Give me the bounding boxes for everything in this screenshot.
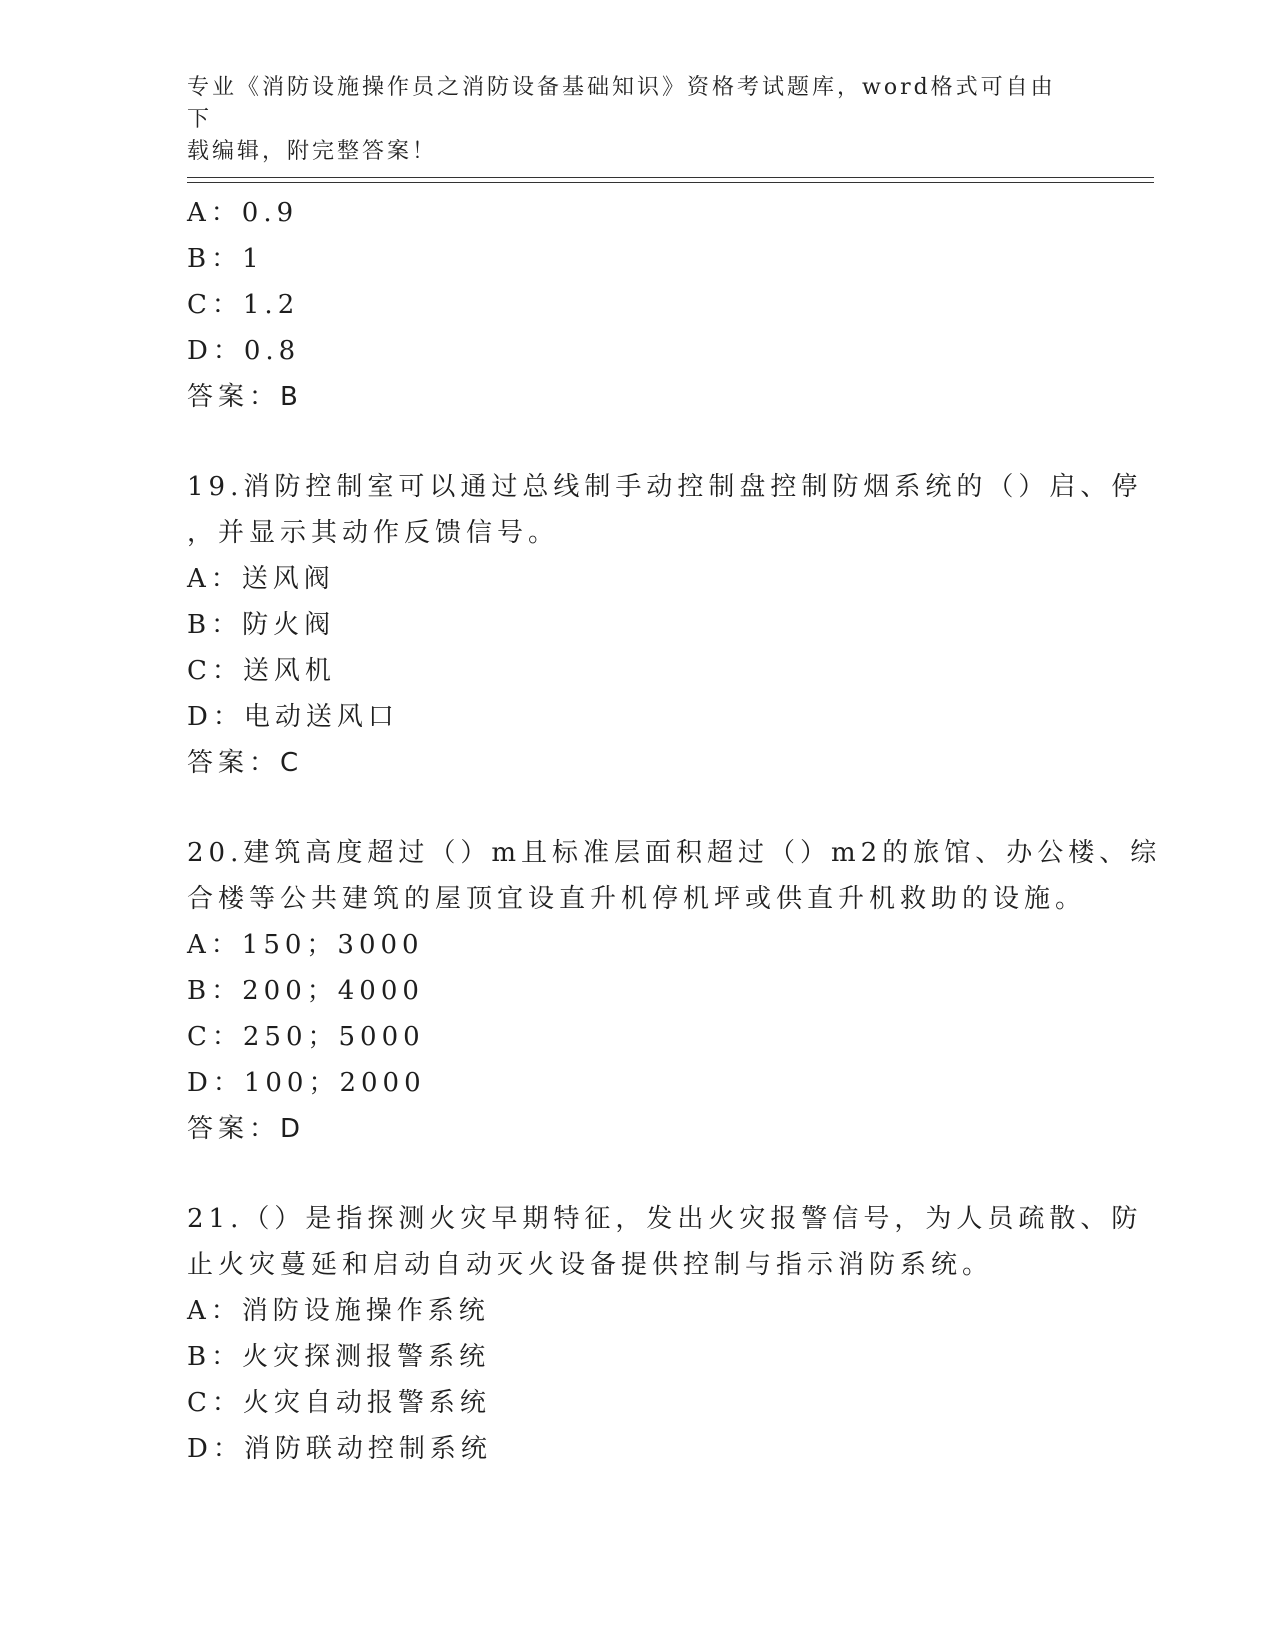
option-d: D：100；2000 [187,1068,426,1098]
document-header [187,72,1067,168]
option-b: B：200；4000 [187,976,424,1006]
option-b: B：1 [187,244,264,274]
option-d: D：电动送风口 [187,702,399,732]
option-b: B：防火阀 [187,610,336,640]
header-line-2: 载编辑，附完整答案！ [187,139,438,164]
answer: 答案：B [187,382,303,412]
question-text-line-2: ，并显示其动作反馈信号。 [187,518,560,548]
answer: 答案：D [187,1114,306,1144]
question-text-line-2: 止火灾蔓延和启动自动灭火设备提供控制与指示消防系统。 [187,1250,994,1280]
question-text-line-1: 19.消防控制室可以通过总线制手动控制盘控制防烟系统的（）启、停 [187,472,1143,502]
question-text-line-2: 合楼等公共建筑的屋顶宜设直升机停机坪或供直升机救助的设施。 [187,884,1087,914]
option-c: C：送风机 [187,656,336,686]
question-content [187,190,1162,1472]
answer: 答案：C [187,748,304,778]
option-d: D：0.8 [187,336,301,366]
question-18 [187,190,1087,420]
question-text-line-1: 21.（）是指探测火灾早期特征，发出火灾报警信号，为人员疏散、防 [187,1204,1143,1234]
option-a: A：送风阀 [187,564,335,594]
option-c: C：火灾自动报警系统 [187,1388,491,1418]
question-20 [187,830,1162,1152]
option-a: A：0.9 [187,198,299,228]
question-19 [187,464,1143,786]
option-a: A：消防设施操作系统 [187,1296,490,1326]
option-c: C：250；5000 [187,1022,425,1052]
option-c: C：1.2 [187,290,300,320]
option-d: D：消防联动控制系统 [187,1434,492,1464]
question-text-line-1: 20.建筑高度超过（）m且标准层面积超过（）m2的旅馆、办公楼、综 [187,838,1162,868]
header-divider-top [187,177,1154,178]
header-divider-bottom [187,182,1154,183]
option-a: A：150；3000 [187,930,424,960]
header-line-1: 专业《消防设施操作员之消防设备基础知识》资格考试题库，word格式可自由下 [187,75,1056,132]
option-b: B：火灾探测报警系统 [187,1342,491,1372]
question-21 [187,1196,1143,1472]
